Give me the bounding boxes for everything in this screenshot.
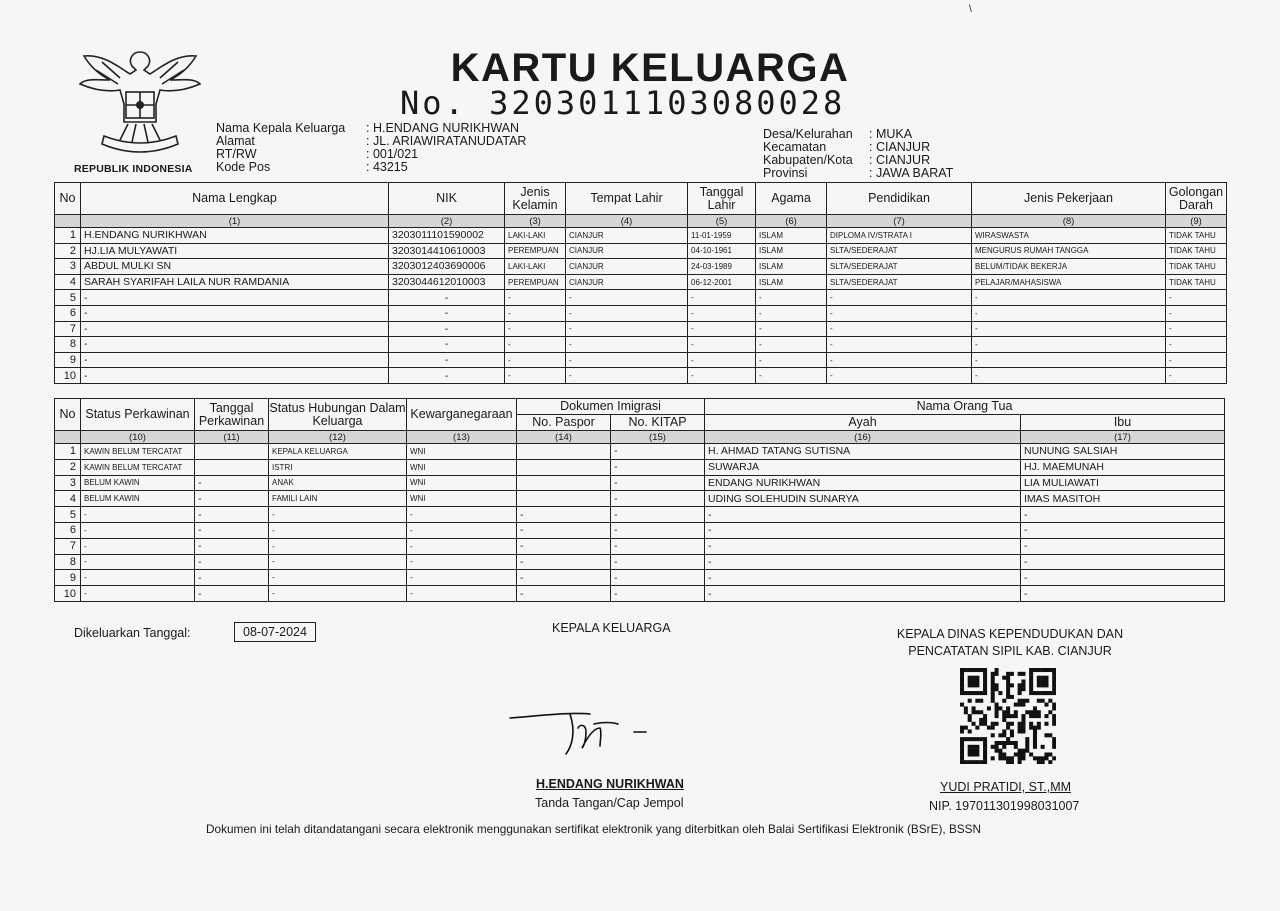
status-cell: -	[517, 554, 611, 570]
member-cell: 3203044612010003	[389, 274, 505, 290]
member-cell: -	[566, 305, 688, 321]
member-cell: 3203014410610003	[389, 243, 505, 259]
member-cell: ISLAM	[756, 243, 827, 259]
status-cell: 10	[55, 586, 81, 602]
status-cell: -	[611, 459, 705, 475]
col-number: (5)	[688, 215, 756, 228]
status-row	[55, 570, 1225, 586]
official-name: YUDI PRATIDI, ST.,MM	[940, 780, 1072, 794]
status-cell: -	[269, 538, 407, 554]
member-cell: PELAJAR/MAHASISWA	[972, 274, 1166, 290]
status-row	[55, 586, 1225, 602]
member-cell: -	[81, 337, 389, 353]
status-cell: -	[269, 554, 407, 570]
member-cell: -	[756, 305, 827, 321]
status-cell: -	[81, 538, 195, 554]
kabupaten-label: Kabupaten/Kota	[763, 153, 853, 167]
member-cell: -	[81, 368, 389, 384]
member-cell: ISLAM	[756, 228, 827, 244]
provinsi-label: Provinsi	[763, 166, 808, 180]
emblem-caption: REPUBLIK INDONESIA	[74, 163, 193, 175]
kepala-value: : H.ENDANG NURIKHWAN	[366, 121, 520, 135]
member-cell: 3203012403690006	[389, 259, 505, 275]
member-cell: -	[1166, 368, 1227, 384]
member-cell: PEREMPUAN	[505, 274, 566, 290]
col-number: (2)	[389, 215, 505, 228]
member-cell: -	[688, 290, 756, 306]
qr-code-icon	[960, 668, 1056, 764]
status-cell: -	[269, 586, 407, 602]
desa-label: Desa/Kelurahan	[763, 127, 853, 141]
col-number: (14)	[517, 431, 611, 444]
col-header: Pendidikan	[827, 183, 972, 215]
member-cell: -	[81, 321, 389, 337]
status-cell: -	[1021, 586, 1225, 602]
member-cell: -	[505, 290, 566, 306]
member-cell: -	[827, 352, 972, 368]
status-cell: 4	[55, 491, 81, 507]
member-cell: TIDAK TAHU	[1166, 259, 1227, 275]
status-cell: 2	[55, 459, 81, 475]
col-header: No	[55, 399, 81, 431]
member-cell: -	[505, 337, 566, 353]
provinsi-value: : JAWA BARAT	[869, 166, 954, 180]
status-cell: FAMILI LAIN	[269, 491, 407, 507]
col-header: Tanggal Lahir	[688, 183, 756, 215]
status-row	[55, 444, 1225, 460]
status-cell: -	[1021, 507, 1225, 523]
head-of-family-name: H.ENDANG NURIKHWAN	[536, 777, 684, 791]
col-header: Ibu	[1021, 415, 1225, 431]
status-cell: IMAS MASITOH	[1021, 491, 1225, 507]
status-cell: -	[81, 586, 195, 602]
member-cell: -	[688, 337, 756, 353]
status-cell: 8	[55, 554, 81, 570]
status-cell: -	[269, 570, 407, 586]
member-cell: CIANJUR	[566, 228, 688, 244]
desa-value: : MUKA	[869, 127, 913, 141]
status-row	[55, 507, 1225, 523]
col-number: (12)	[269, 431, 407, 444]
status-cell: -	[517, 570, 611, 586]
member-cell: -	[566, 368, 688, 384]
status-cell: -	[517, 507, 611, 523]
member-cell: ISLAM	[756, 259, 827, 275]
member-row	[55, 368, 1227, 384]
member-cell: -	[1166, 352, 1227, 368]
issued-label: Dikeluarkan Tanggal:	[74, 626, 191, 640]
col-header: Agama	[756, 183, 827, 215]
col-number: (6)	[756, 215, 827, 228]
col-header: Nama Orang Tua	[705, 399, 1225, 415]
member-cell: -	[756, 337, 827, 353]
signature-label: Tanda Tangan/Cap Jempol	[535, 796, 684, 810]
head-of-family-title: KEPALA KELUARGA	[552, 621, 671, 635]
member-cell: BELUM/TIDAK BEKERJA	[972, 259, 1166, 275]
member-cell: LAKI-LAKI	[505, 259, 566, 275]
members-table	[54, 182, 1227, 384]
rtrw-label: RT/RW	[216, 147, 257, 161]
member-cell: -	[827, 337, 972, 353]
status-cell: -	[705, 570, 1021, 586]
status-cell: -	[705, 586, 1021, 602]
status-row	[55, 554, 1225, 570]
member-cell: -	[389, 368, 505, 384]
status-cell	[517, 475, 611, 491]
member-cell: -	[81, 290, 389, 306]
status-cell: -	[407, 522, 517, 538]
status-cell: -	[705, 538, 1021, 554]
status-cell: -	[611, 554, 705, 570]
member-cell: 10	[55, 368, 81, 384]
status-cell: -	[81, 522, 195, 538]
member-row	[55, 321, 1227, 337]
member-cell: -	[972, 321, 1166, 337]
status-cell: -	[407, 570, 517, 586]
status-cell: -	[705, 554, 1021, 570]
member-cell: SLTA/SEDERAJAT	[827, 274, 972, 290]
status-cell: -	[195, 522, 269, 538]
col-number: (10)	[81, 431, 195, 444]
col-header: No	[55, 183, 81, 215]
status-cell: -	[407, 554, 517, 570]
member-cell: -	[827, 290, 972, 306]
member-cell: 3203011101590002	[389, 228, 505, 244]
member-row	[55, 337, 1227, 353]
col-number: (3)	[505, 215, 566, 228]
member-cell: 5	[55, 290, 81, 306]
member-cell: 04-10-1961	[688, 243, 756, 259]
member-cell: -	[688, 368, 756, 384]
status-cell: -	[611, 586, 705, 602]
status-cell: -	[269, 507, 407, 523]
member-cell: -	[688, 352, 756, 368]
member-cell: -	[389, 337, 505, 353]
member-cell: 24-03-1989	[688, 259, 756, 275]
member-cell: 3	[55, 259, 81, 275]
col-header: Ayah	[705, 415, 1021, 431]
member-cell: CIANJUR	[566, 243, 688, 259]
member-cell: 4	[55, 274, 81, 290]
status-cell: -	[81, 570, 195, 586]
member-row	[55, 290, 1227, 306]
member-cell: -	[566, 321, 688, 337]
status-cell: -	[705, 522, 1021, 538]
status-cell	[517, 444, 611, 460]
status-cell: HJ. MAEMUNAH	[1021, 459, 1225, 475]
member-cell: -	[1166, 305, 1227, 321]
member-cell: 06-12-2001	[688, 274, 756, 290]
status-cell: -	[81, 554, 195, 570]
household-info-left	[216, 122, 526, 174]
member-cell: LAKI-LAKI	[505, 228, 566, 244]
col-number: (7)	[827, 215, 972, 228]
member-cell: -	[389, 305, 505, 321]
col-header: No. KITAP	[611, 415, 705, 431]
status-cell: WNI	[407, 459, 517, 475]
col-header: Tempat Lahir	[566, 183, 688, 215]
status-cell: -	[517, 538, 611, 554]
status-cell: BELUM KAWIN	[81, 475, 195, 491]
member-cell: -	[688, 305, 756, 321]
status-cell: -	[1021, 554, 1225, 570]
col-number: (4)	[566, 215, 688, 228]
status-cell	[195, 444, 269, 460]
member-row	[55, 243, 1227, 259]
col-number: (8)	[972, 215, 1166, 228]
member-cell: 7	[55, 321, 81, 337]
status-cell: SUWARJA	[705, 459, 1021, 475]
col-number: (15)	[611, 431, 705, 444]
col-header: Jenis Kelamin	[505, 183, 566, 215]
status-cell: ISTRI	[269, 459, 407, 475]
status-cell: -	[1021, 570, 1225, 586]
status-cell: LIA MULIAWATI	[1021, 475, 1225, 491]
col-number: (13)	[407, 431, 517, 444]
status-cell: -	[269, 522, 407, 538]
alamat-value: : JL. ARIAWIRATANUDATAR	[366, 134, 527, 148]
member-cell: 2	[55, 243, 81, 259]
kecamatan-label: Kecamatan	[763, 140, 827, 154]
status-cell: -	[517, 586, 611, 602]
status-cell: -	[1021, 538, 1225, 554]
status-cell	[517, 491, 611, 507]
kodepos-value: : 43215	[366, 160, 408, 174]
member-cell: ISLAM	[756, 274, 827, 290]
status-cell: -	[195, 507, 269, 523]
col-number	[55, 215, 81, 228]
member-cell: TIDAK TAHU	[1166, 243, 1227, 259]
status-cell: -	[407, 586, 517, 602]
status-cell: WNI	[407, 491, 517, 507]
status-cell: ANAK	[269, 475, 407, 491]
member-cell: -	[1166, 337, 1227, 353]
member-cell: SLTA/SEDERAJAT	[827, 243, 972, 259]
status-cell: WNI	[407, 475, 517, 491]
member-cell: -	[566, 290, 688, 306]
status-cell: 6	[55, 522, 81, 538]
status-table	[54, 398, 1225, 602]
member-cell: MENGURUS RUMAH TANGGA	[972, 243, 1166, 259]
member-cell: 11-01-1959	[688, 228, 756, 244]
member-row	[55, 228, 1227, 244]
member-row	[55, 305, 1227, 321]
member-cell: -	[972, 337, 1166, 353]
col-number: (16)	[705, 431, 1021, 444]
member-cell: 6	[55, 305, 81, 321]
status-cell: -	[611, 507, 705, 523]
member-cell: -	[389, 321, 505, 337]
status-cell	[517, 459, 611, 475]
col-number: (9)	[1166, 215, 1227, 228]
official-title: KEPALA DINAS KEPENDUDUKAN DAN PENCATATAN SIPIL KAB. CIANJUR	[896, 627, 1124, 658]
member-cell: 1	[55, 228, 81, 244]
col-number	[55, 431, 81, 444]
col-header: Status Hubungan Dalam Keluarga	[269, 399, 407, 431]
status-row	[55, 459, 1225, 475]
rtrw-value: : 001/021	[366, 147, 419, 161]
member-cell: -	[81, 352, 389, 368]
member-cell: H.ENDANG NURIKHWAN	[81, 228, 389, 244]
status-cell	[195, 459, 269, 475]
kepala-label: Nama Kepala Keluarga	[216, 121, 346, 135]
status-cell: -	[1021, 522, 1225, 538]
member-cell: -	[827, 305, 972, 321]
member-cell: -	[566, 337, 688, 353]
member-cell: ABDUL MULKI SN	[81, 259, 389, 275]
col-header: Golongan Darah	[1166, 183, 1227, 215]
status-cell: -	[611, 538, 705, 554]
status-cell: -	[517, 522, 611, 538]
document-title: KARTU KELUARGA	[450, 46, 850, 90]
member-cell: -	[505, 321, 566, 337]
member-cell: -	[688, 321, 756, 337]
status-cell: 9	[55, 570, 81, 586]
member-cell: -	[756, 321, 827, 337]
member-cell: -	[505, 305, 566, 321]
col-number: (17)	[1021, 431, 1225, 444]
status-cell: 3	[55, 475, 81, 491]
status-cell: KEPALA KELUARGA	[269, 444, 407, 460]
status-row	[55, 538, 1225, 554]
member-cell: -	[389, 290, 505, 306]
member-cell: SARAH SYARIFAH LAILA NUR RAMDANIA	[81, 274, 389, 290]
member-cell: -	[1166, 290, 1227, 306]
family-card-number: No. 3203011103080028	[400, 84, 846, 122]
kabupaten-value: : CIANJUR	[869, 153, 931, 167]
member-cell: -	[972, 290, 1166, 306]
col-header: Kewarganegaraan	[407, 399, 517, 431]
handwritten-signature	[508, 702, 668, 762]
status-cell: -	[407, 507, 517, 523]
status-cell: BELUM KAWIN	[81, 491, 195, 507]
member-cell: 8	[55, 337, 81, 353]
member-cell: -	[756, 352, 827, 368]
col-number: (1)	[81, 215, 389, 228]
member-cell: -	[566, 352, 688, 368]
status-cell: -	[195, 554, 269, 570]
member-cell: -	[972, 352, 1166, 368]
member-cell: -	[827, 321, 972, 337]
member-cell: DIPLOMA IV/STRATA I	[827, 228, 972, 244]
member-cell: -	[756, 290, 827, 306]
status-cell: UDING SOLEHUDIN SUNARYA	[705, 491, 1021, 507]
status-row	[55, 522, 1225, 538]
member-cell: CIANJUR	[566, 274, 688, 290]
col-number: (11)	[195, 431, 269, 444]
col-header: Tanggal Perkawinan	[195, 399, 269, 431]
status-cell: -	[195, 586, 269, 602]
status-row	[55, 475, 1225, 491]
col-header: Dokumen Imigrasi	[517, 399, 705, 415]
member-cell: WIRASWASTA	[972, 228, 1166, 244]
status-cell: -	[195, 491, 269, 507]
member-cell: -	[1166, 321, 1227, 337]
status-cell: 7	[55, 538, 81, 554]
status-cell: NUNUNG SALSIAH	[1021, 444, 1225, 460]
member-cell: TIDAK TAHU	[1166, 274, 1227, 290]
member-cell: CIANJUR	[566, 259, 688, 275]
kodepos-label: Kode Pos	[216, 160, 271, 174]
col-header: Nama Lengkap	[81, 183, 389, 215]
status-cell: -	[407, 538, 517, 554]
status-cell: -	[195, 570, 269, 586]
status-cell: ENDANG NURIKHWAN	[705, 475, 1021, 491]
member-cell: -	[756, 368, 827, 384]
member-row	[55, 274, 1227, 290]
member-cell: -	[389, 352, 505, 368]
status-row	[55, 491, 1225, 507]
member-cell: -	[81, 305, 389, 321]
status-cell: -	[611, 491, 705, 507]
col-header: Jenis Pekerjaan	[972, 183, 1166, 215]
member-cell: PEREMPUAN	[505, 243, 566, 259]
status-cell: WNI	[407, 444, 517, 460]
member-cell: TIDAK TAHU	[1166, 228, 1227, 244]
status-cell: H. AHMAD TATANG SUTISNA	[705, 444, 1021, 460]
member-row	[55, 352, 1227, 368]
household-info-right	[763, 128, 953, 180]
status-cell: -	[611, 444, 705, 460]
status-cell: -	[195, 538, 269, 554]
status-cell: 5	[55, 507, 81, 523]
member-cell: -	[972, 368, 1166, 384]
alamat-label: Alamat	[216, 134, 255, 148]
member-cell: HJ.LIA MULYAWATI	[81, 243, 389, 259]
member-cell: -	[505, 368, 566, 384]
official-nip: NIP. 197011301998031007	[929, 799, 1080, 813]
member-row	[55, 259, 1227, 275]
member-cell: SLTA/SEDERAJAT	[827, 259, 972, 275]
status-cell: -	[195, 475, 269, 491]
status-cell: 1	[55, 444, 81, 460]
scan-mark: \	[969, 4, 972, 15]
status-cell: KAWIN BELUM TERCATAT	[81, 444, 195, 460]
col-header: No. Paspor	[517, 415, 611, 431]
col-header: NIK	[389, 183, 505, 215]
member-cell: -	[827, 368, 972, 384]
status-cell: -	[81, 507, 195, 523]
status-cell: -	[611, 522, 705, 538]
member-cell: -	[505, 352, 566, 368]
col-header: Status Perkawinan	[81, 399, 195, 431]
member-cell: -	[972, 305, 1166, 321]
kecamatan-value: : CIANJUR	[869, 140, 931, 154]
issued-date: 08-07-2024	[234, 622, 316, 642]
status-cell: -	[705, 507, 1021, 523]
member-cell: 9	[55, 352, 81, 368]
status-cell: -	[611, 475, 705, 491]
electronic-signature-disclaimer: Dokumen ini telah ditandatangani secara elektronik menggunakan sertifikat elektronik yang diterbitkan oleh Balai Sertifikasi Elektronik (BSrE), BSSN	[206, 822, 982, 836]
status-cell: KAWIN BELUM TERCATAT	[81, 459, 195, 475]
status-cell: -	[611, 570, 705, 586]
